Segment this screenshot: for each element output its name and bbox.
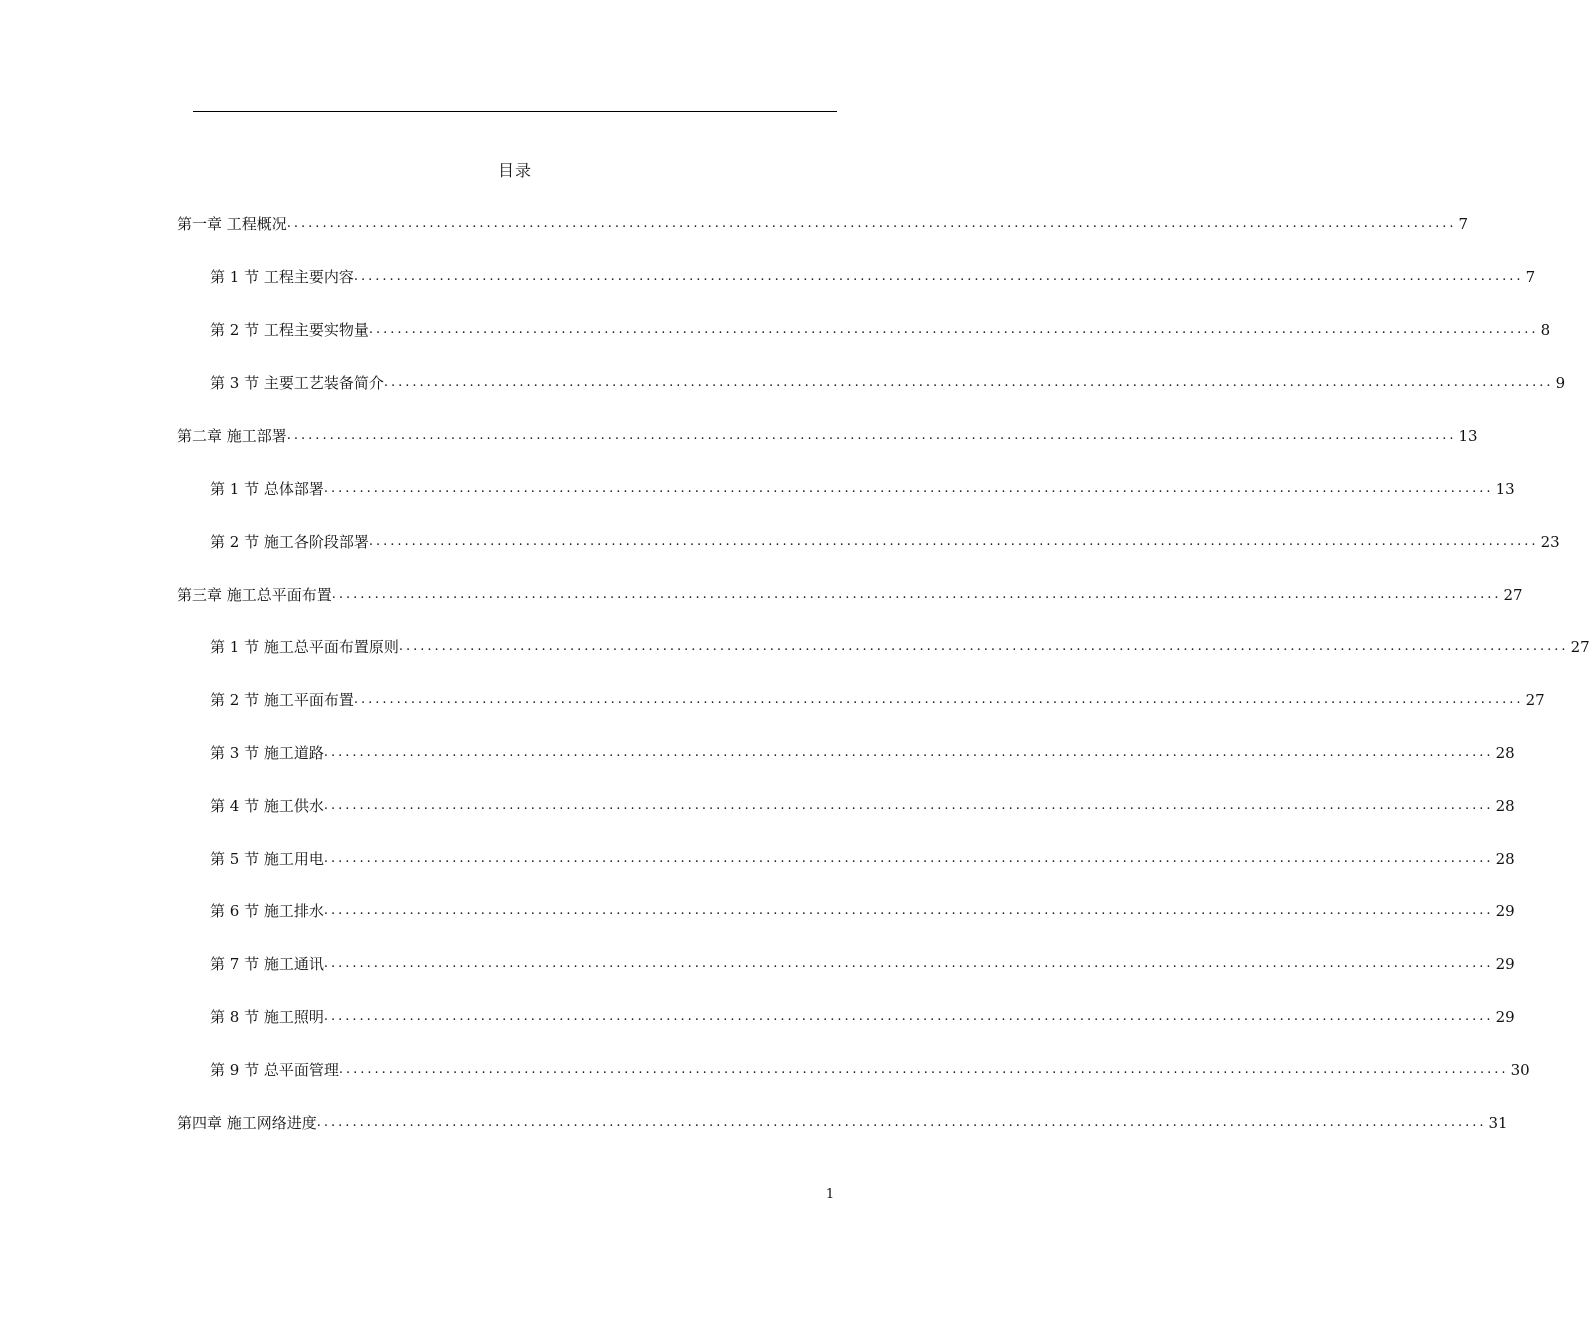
toc-dot-leader: .................................................................................................................................................................... — [323, 798, 1494, 813]
toc-entry-page: 23 — [1540, 533, 1560, 551]
toc-dot-leader: .................................................................................................................................................................... — [286, 216, 1457, 231]
toc-entry-chapter-2[interactable] — [177, 422, 1478, 446]
toc-entry-chapter-1[interactable] — [177, 210, 1469, 234]
toc-entry-page: 29 — [1495, 955, 1515, 973]
toc-entry-page: 27 — [1503, 586, 1523, 604]
toc-entry-label: 第 7 节 施工通讯 — [210, 955, 324, 973]
header-rule — [193, 111, 837, 112]
toc-entry-label: 第一章 工程概况 — [177, 215, 287, 233]
toc-entry-label: 第三章 施工总平面布置 — [177, 586, 332, 604]
toc-entry-section-2-2[interactable] — [210, 528, 1560, 552]
toc-dot-leader: .................................................................................................................................................................... — [323, 851, 1494, 866]
toc-entry-section-3-7[interactable] — [210, 950, 1515, 974]
toc-entry-label: 第 9 节 总平面管理 — [210, 1061, 339, 1079]
toc-dot-leader: .................................................................................................................................................................... — [286, 428, 1457, 443]
toc-dot-leader: .................................................................................................................................................................... — [323, 1009, 1494, 1024]
toc-entry-section-3-8[interactable] — [210, 1003, 1515, 1027]
toc-entry-section-3-5[interactable] — [210, 845, 1515, 869]
toc-dot-leader: .................................................................................................................................................................... — [323, 956, 1494, 971]
toc-entry-page: 30 — [1510, 1061, 1530, 1079]
toc-entry-page: 29 — [1495, 902, 1515, 920]
toc-entry-page: 31 — [1488, 1114, 1508, 1132]
toc-entry-page: 28 — [1495, 850, 1515, 868]
toc-entry-label: 第 3 节 主要工艺装备简介 — [210, 374, 384, 392]
toc-entry-page: 28 — [1495, 744, 1515, 762]
toc-dot-leader: .................................................................................................................................................................... — [353, 692, 1524, 707]
toc-entry-label: 第四章 施工网络进度 — [177, 1114, 317, 1132]
toc-entry-label: 第 1 节 总体部署 — [210, 480, 324, 498]
toc-entry-label: 第 2 节 施工各阶段部署 — [210, 533, 369, 551]
toc-entry-page: 7 — [1525, 268, 1536, 286]
toc-dot-leader: .................................................................................................................................................................... — [398, 639, 1569, 654]
toc-entry-section-3-3[interactable] — [210, 739, 1515, 763]
toc-entry-page: 9 — [1555, 374, 1566, 392]
toc-dot-leader: .................................................................................................................................................................... — [353, 269, 1524, 284]
toc-dot-leader: .................................................................................................................................................................... — [323, 745, 1494, 760]
toc-entry-page: 29 — [1495, 1008, 1515, 1026]
toc-entry-chapter-3[interactable] — [177, 581, 1523, 605]
toc-entry-page: 8 — [1540, 321, 1551, 339]
toc-entry-label: 第 2 节 施工平面布置 — [210, 691, 354, 709]
toc-dot-leader: .................................................................................................................................................................... — [338, 1062, 1509, 1077]
toc-entry-page: 27 — [1525, 691, 1545, 709]
toc-entry-section-3-6[interactable] — [210, 897, 1515, 921]
toc-entry-label: 第 5 节 施工用电 — [210, 850, 324, 868]
toc-dot-leader: .................................................................................................................................................................... — [323, 481, 1494, 496]
toc-entry-label: 第二章 施工部署 — [177, 427, 287, 445]
toc-entry-section-1-3[interactable] — [210, 369, 1566, 393]
toc-entry-page: 13 — [1458, 427, 1478, 445]
toc-dot-leader: .................................................................................................................................................................... — [316, 1115, 1487, 1130]
toc-entry-page: 7 — [1458, 215, 1469, 233]
toc-entry-label: 第 1 节 施工总平面布置原则 — [210, 638, 399, 656]
toc-entry-label: 第 4 节 施工供水 — [210, 797, 324, 815]
toc-dot-leader: .................................................................................................................................................................... — [383, 375, 1554, 390]
toc-entry-section-2-1[interactable] — [210, 475, 1515, 499]
page-number: 1 — [825, 1187, 835, 1202]
toc-entry-label: 第 6 节 施工排水 — [210, 902, 324, 920]
toc-entry-label: 第 2 节 工程主要实物量 — [210, 321, 369, 339]
toc-entry-section-3-9[interactable] — [210, 1056, 1530, 1080]
toc-title: 目录 — [497, 161, 532, 180]
toc-entry-page: 13 — [1495, 480, 1515, 498]
toc-entry-section-3-2[interactable] — [210, 686, 1545, 710]
toc-entry-section-1-1[interactable] — [210, 263, 1536, 287]
toc-entry-chapter-4[interactable] — [177, 1109, 1508, 1133]
toc-entry-section-1-2[interactable] — [210, 316, 1551, 340]
toc-dot-leader: .................................................................................................................................................................... — [368, 534, 1539, 549]
toc-dot-leader: .................................................................................................................................................................... — [323, 903, 1494, 918]
toc-dot-leader: .................................................................................................................................................................... — [331, 587, 1502, 602]
toc-entry-label: 第 8 节 施工照明 — [210, 1008, 324, 1026]
toc-entry-section-3-4[interactable] — [210, 792, 1515, 816]
toc-dot-leader: .................................................................................................................................................................... — [368, 322, 1539, 337]
toc-entry-label: 第 3 节 施工道路 — [210, 744, 324, 762]
toc-entry-label: 第 1 节 工程主要内容 — [210, 268, 354, 286]
toc-entry-section-3-1[interactable] — [210, 633, 1590, 657]
toc-entry-page: 27 — [1570, 638, 1590, 656]
toc-entry-page: 28 — [1495, 797, 1515, 815]
